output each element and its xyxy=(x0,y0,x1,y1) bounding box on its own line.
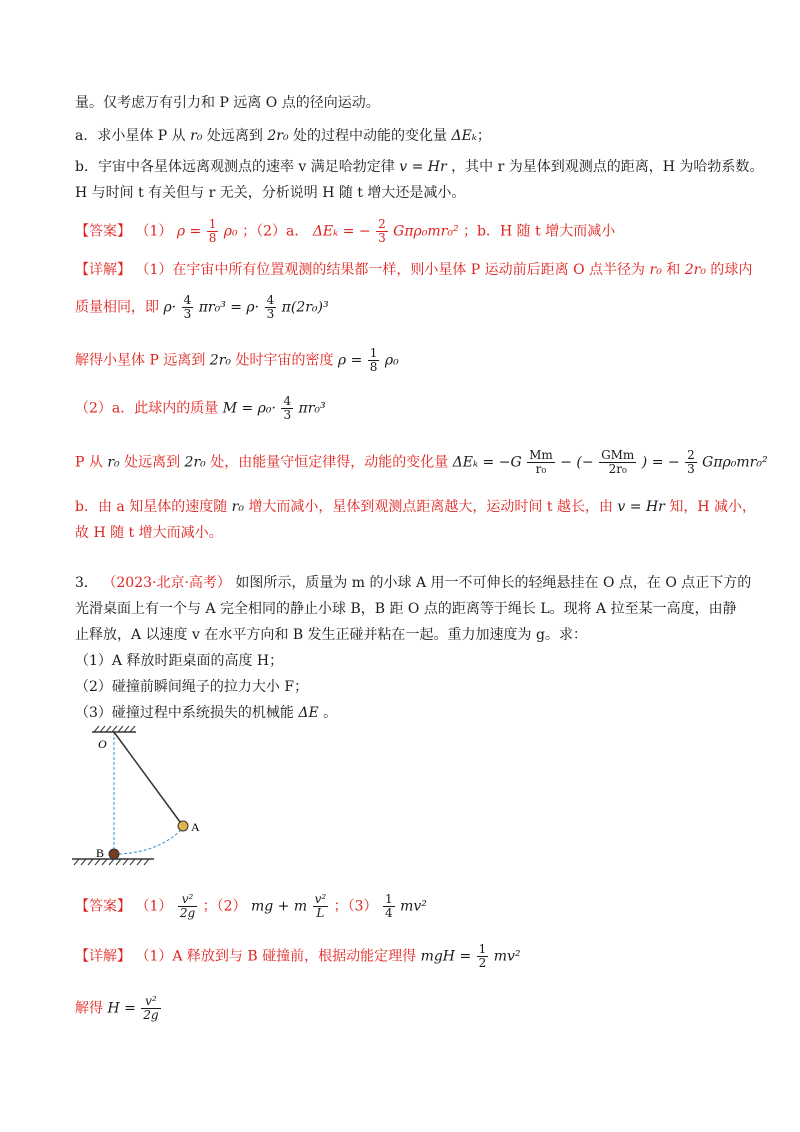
fraction xyxy=(477,943,489,970)
detail-line xyxy=(75,995,162,1022)
question-source: （2023·北京·高考） xyxy=(102,575,231,591)
numerator: 1 xyxy=(385,892,393,906)
fraction xyxy=(281,395,293,422)
denominator: r₀ xyxy=(535,462,547,476)
fraction xyxy=(368,347,380,374)
math: ΔEₖ = −G xyxy=(452,454,522,471)
detail-label: 【详解】 xyxy=(75,262,131,278)
fraction xyxy=(178,893,197,920)
math: mv² xyxy=(400,898,427,915)
numerator: 2 xyxy=(687,448,695,462)
denominator: L xyxy=(316,906,325,920)
ceiling-hatch xyxy=(92,726,136,732)
fraction xyxy=(599,449,636,476)
math: M = ρ₀· xyxy=(222,400,276,417)
text: 增大而减小，星体到观测点距离越大，运动时间 t 越长，由 xyxy=(248,499,613,515)
fraction xyxy=(527,449,555,476)
text: 光滑桌面上有一个与 A 完全相同的静止小球 B，B 距 O 点的距离等于绳长 L。现将 A 拉至某一高度，由静 xyxy=(75,601,737,617)
answer-label: 【答案】 xyxy=(75,898,131,915)
question-3-part xyxy=(75,651,283,671)
numerator: GMm xyxy=(601,448,635,462)
numerator: 1 xyxy=(369,346,378,360)
math: mv² xyxy=(493,948,521,965)
answer-label: 【答案】 xyxy=(75,223,131,240)
numerator: v² xyxy=(178,893,197,907)
numerator: 2 xyxy=(378,217,386,231)
numerator: 1 xyxy=(208,217,217,231)
math: ρ = xyxy=(176,223,202,240)
text: P 从 xyxy=(75,454,103,471)
text: 质量相同，即 xyxy=(75,299,159,316)
swing-arc xyxy=(119,828,183,854)
math: ρ· xyxy=(163,299,177,316)
floor-hatch xyxy=(72,859,154,865)
text: b．由 a 知星体的速度随 xyxy=(75,499,228,515)
ball-b xyxy=(109,849,119,859)
denominator: 4 xyxy=(385,906,393,920)
detail-line xyxy=(75,449,768,476)
math-hubble: v = Hr xyxy=(399,159,447,175)
math: mg + m xyxy=(250,898,308,915)
math-delta-e: ΔE xyxy=(298,705,319,721)
text: 处远离到 xyxy=(206,128,263,144)
math-r0: r₀ xyxy=(190,128,203,144)
math-r0: r₀ xyxy=(107,454,120,471)
denominator: 3 xyxy=(687,462,695,476)
fraction xyxy=(265,294,277,321)
question-3-line xyxy=(75,599,737,619)
text: 处的过程中动能的变化量 xyxy=(293,128,448,144)
detail-line xyxy=(75,497,756,517)
numerator: 4 xyxy=(283,394,292,408)
pendulum-figure xyxy=(70,722,220,872)
denominator: 2g xyxy=(179,906,196,920)
text: 解得 xyxy=(75,1000,103,1017)
question-3-part xyxy=(75,677,308,697)
fraction xyxy=(182,294,194,321)
text: ，其中 r 为星体到观测点的距离，H 为哈勃系数。 xyxy=(451,159,764,175)
text: （1）A 释放时距桌面的高度 H； xyxy=(75,653,284,669)
math: πr₀³ xyxy=(298,400,326,417)
math-r0: r₀ xyxy=(649,262,662,278)
math: ρ₀ xyxy=(384,352,399,369)
text: （2）碰撞前瞬间绳子的拉力大小 F； xyxy=(75,679,309,695)
text: H 与时间 t 有关但与 r 无关，分析说明 H 随 t 增大还是减小。 xyxy=(75,185,466,201)
question-a: a．求小星体 P 从 r₀ 处远离到 2r₀ 处的过程中动能的变化量 ΔEₖ； xyxy=(75,128,491,144)
text: （1） xyxy=(135,223,173,240)
math: H = xyxy=(107,1000,136,1017)
question-3-part xyxy=(75,703,337,723)
math-2r0: 2r₀ xyxy=(684,262,706,278)
numerator: 4 xyxy=(183,293,192,307)
text: 故 H 随 t 增大而减小。 xyxy=(75,525,223,541)
text: 止释放，A 以速度 v 在水平方向和 B 发生正碰并粘在一起。重力加速度为 g。求： xyxy=(75,627,587,643)
math: ΔEₖ = − xyxy=(312,223,371,240)
text: 如图所示，质量为 m 的小球 A 用一不可伸长的轻绳悬挂在 O 点，在 O 点正下方的 xyxy=(235,575,752,591)
text: 知，H 减小， xyxy=(669,499,756,515)
text: 处时宇宙的密度 xyxy=(235,352,334,369)
fraction xyxy=(376,218,388,245)
numerator: Mm xyxy=(529,448,553,462)
detail-line xyxy=(75,260,752,280)
math: π(2r₀)³ xyxy=(281,299,329,316)
text: （3）碰撞过程中系统损失的机械能 xyxy=(75,705,294,721)
text: （1） xyxy=(135,898,173,915)
math-delta-ek: ΔEₖ xyxy=(451,128,477,144)
text: ；（2） xyxy=(202,898,247,915)
denominator: 3 xyxy=(266,307,275,321)
question-b xyxy=(75,157,763,177)
text: （1）在宇宙中所有位置观测的结果都一样，则小星体 P 运动前后距离 O 点半径为 xyxy=(135,262,646,278)
fraction xyxy=(313,893,329,920)
math: Gπρ₀mr₀² xyxy=(702,454,768,471)
text: ；（3） xyxy=(333,898,378,915)
numerator: 1 xyxy=(478,942,487,956)
detail-line xyxy=(75,395,326,422)
numerator: v² xyxy=(314,892,327,906)
fraction xyxy=(207,218,219,245)
detail-label: 【详解】 xyxy=(75,948,131,965)
text: b．宇宙中各星体远离观测点的速率 v 满足哈勃定律 xyxy=(75,159,395,175)
text-line xyxy=(75,93,380,113)
detail-line xyxy=(75,294,329,321)
math-hubble: v = Hr xyxy=(617,499,665,515)
text: 处，由能量守恒定律得，动能的变化量 xyxy=(210,454,449,471)
label-o: O xyxy=(98,737,107,751)
text: 。 xyxy=(323,705,338,721)
text: 和 xyxy=(666,262,681,278)
fraction xyxy=(141,995,160,1022)
math: ) = − xyxy=(641,454,680,471)
answer-line xyxy=(75,218,615,245)
math: Gπρ₀mr₀² xyxy=(393,223,459,240)
denominator: 3 xyxy=(378,231,386,245)
numerator: 4 xyxy=(266,293,275,307)
fraction xyxy=(383,893,395,920)
denominator: 2g xyxy=(143,1008,159,1022)
denominator: 8 xyxy=(208,231,217,245)
text: 处远离到 xyxy=(124,454,181,471)
math-r0: r₀ xyxy=(231,499,244,515)
denominator: 3 xyxy=(183,307,192,321)
text: 量。仅考虑万有引力和 P 远离 O 点的径向运动。 xyxy=(75,95,380,111)
label-b: B xyxy=(96,846,105,860)
math-2r0: 2r₀ xyxy=(209,352,231,369)
pendulum-string xyxy=(114,732,183,826)
answer-line xyxy=(75,893,427,920)
numerator: v² xyxy=(141,995,160,1009)
math: − (− xyxy=(560,454,594,471)
question-number: 3． xyxy=(75,575,98,591)
question-3-line xyxy=(75,625,587,645)
detail-line xyxy=(75,943,521,970)
math-2r0: 2r₀ xyxy=(184,454,206,471)
text: a．求小星体 P 从 xyxy=(75,128,186,144)
denominator: 8 xyxy=(369,360,378,374)
math: πr₀³ = ρ· xyxy=(198,299,260,316)
detail-line xyxy=(75,523,223,543)
math: mgH = xyxy=(420,948,472,965)
detail-line xyxy=(75,347,399,374)
math-2r0: 2r₀ xyxy=(267,128,289,144)
label-a: A xyxy=(191,820,200,834)
text-line xyxy=(75,183,465,203)
ball-a xyxy=(178,821,188,831)
denominator: 3 xyxy=(283,408,292,422)
text: （1）A 释放到与 B 碰撞前，根据动能定理得 xyxy=(135,948,417,965)
question-3-line xyxy=(75,573,751,593)
text: ；b．H 随 t 增大而减小 xyxy=(463,223,616,240)
text: 的球内 xyxy=(710,262,753,278)
denominator: 2 xyxy=(478,956,487,970)
fraction xyxy=(685,449,697,476)
math: ρ = xyxy=(337,352,363,369)
text: （2）a．此球内的质量 xyxy=(75,400,219,417)
denominator: 2r₀ xyxy=(608,462,627,476)
math: ρ₀ xyxy=(223,223,238,240)
text: ；（2）a． xyxy=(242,223,309,240)
text: 解得小星体 P 远离到 xyxy=(75,352,206,369)
